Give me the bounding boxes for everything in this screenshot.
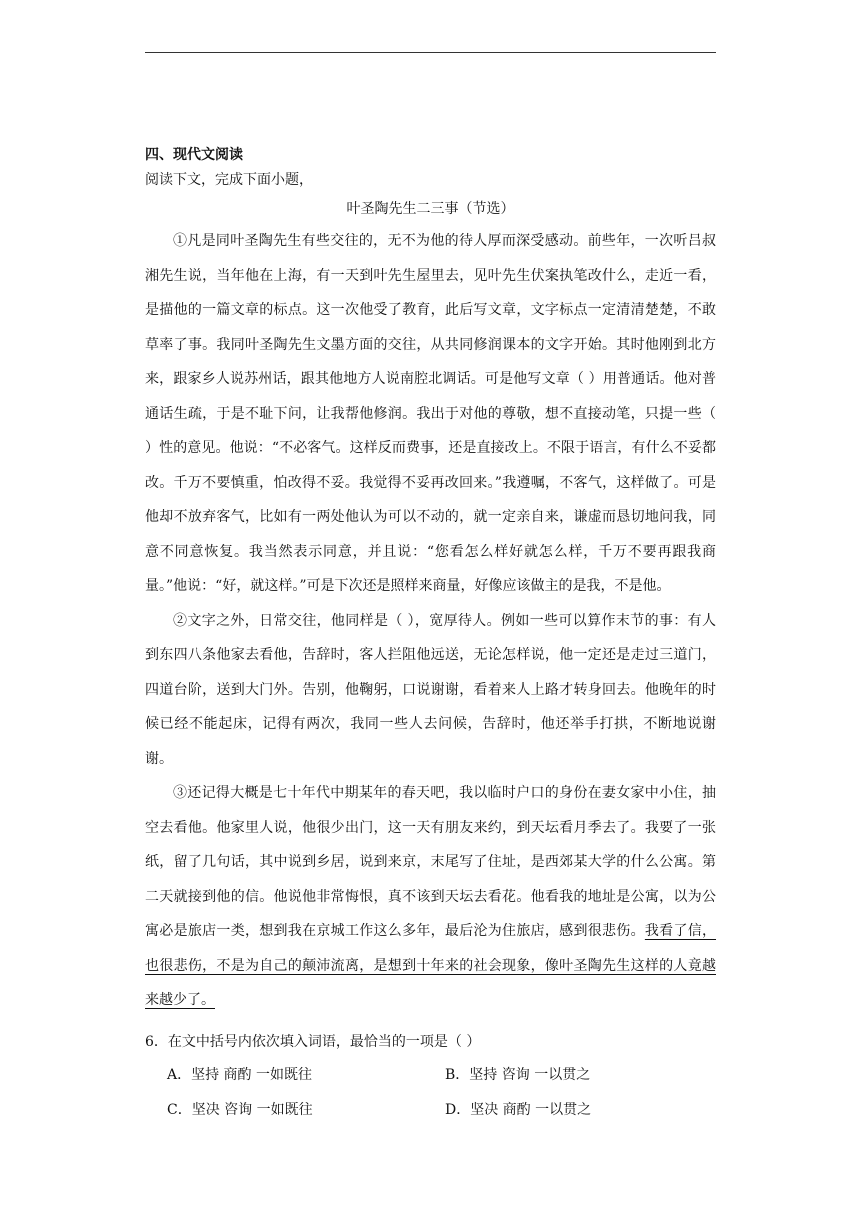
header-rule xyxy=(145,52,716,53)
answer-options xyxy=(145,1063,716,1123)
question-stem: 6．在文中括号内依次填入词语，最恰当的一项是（ ） xyxy=(145,1033,481,1050)
article-paragraph-2: ②文字之外，日常交往，他同样是（ ），宽厚待人。例如一些可以算作末节的事：有人到东四八条他家去看他，告辞时，客人拦阻他远送，无论怎样说，他一定还是走过三道门，四道台阶，送到大门外。告别，他鞠躬，口说谢谢，看着来人上路才转身回去。他晚年的时候已经不能起床，记得有两次，我同一些人去问候，告辞时，他还举手打拱，不断地说谢谢。 xyxy=(145,612,716,767)
article-paragraph-3 xyxy=(145,776,716,1018)
article-title: 叶圣陶先生二三事（节选） xyxy=(346,201,515,217)
paragraph-3-text: ③还记得大概是七十年代中期某年的春天吧，我以临时户口的身份在妻女家中小住，抽空去看他。他家里人说，他很少出门，这一天有朋友来约，到天坛看月季去了。我要了一张纸，留了几句话，其中说到乡居，说到来京，末尾写了住址，是西郊某大学的什么公寓。第二天就接到他的信。他说他非常悔恨，真不该到天坛去看花。他看我的地址是公寓，以为公寓必是旅店一类，想到我在京城工作这么多年，最后沦为住旅店，感到很悲伤。 xyxy=(145,785,716,939)
reading-instruction: 阅读下文，完成下面小题， xyxy=(145,172,313,188)
option-b[interactable]: B．坚持 咨询 一以贯之 xyxy=(445,1066,591,1083)
article-paragraph-1: ①凡是同叶圣陶先生有些交往的，无不为他的待人厚而深受感动。前些年，一次听吕叔湘先生说，当年他在上海，有一天到叶先生屋里去，见叶先生伏案执笔改什么，走近一看，是描他的一篇文章的标点。这一次他受了教育，此后写文章，文字标点一定清清楚楚，不敢草率了事。我同叶圣陶先生文墨方面的交往，从共同修润课本的文字开始。其时他刚到北方来，跟家乡人说苏州话，跟其他地方人说南腔北调话。可是他写文章（ ）用普通话。他对普通话生疏，于是不耻下问，让我帮他修润。我出于对他的尊敬，想不直接动笔，只提一些（ ）性的意见。他说：“不必客气。这样反而费事，还是直接改上。不限于语言，有什么不妥都改。千万不要慎重，怕改得不妥。我觉得不妥再改回来。”我遵嘱，不客气，这样做了。可是他却不放弃客气，比如有一两处他认为可以不动的，就一定亲自来，谦虚而恳切地问我，同意不同意恢复。我当然表示同意，并且说：“您看怎么样好就怎么样，千万不要再跟我商量。”他说：“好，就这样。”可是下次还是照样来商量，好像应该做主的是我，不是他。 xyxy=(145,233,716,594)
underlined-sentence: 我看了信，也很悲伤，不是为自己的颠沛流离，是想到十年来的社会现象，像叶圣陶先生这样的人竟越来越少了。 xyxy=(145,923,717,1008)
page-content xyxy=(145,143,716,1123)
section-title: 四、现代文阅读 xyxy=(145,147,243,163)
option-c[interactable]: C．坚决 咨询 一如既往 xyxy=(167,1101,313,1118)
option-a[interactable]: A．坚持 商酌 一如既往 xyxy=(167,1066,313,1083)
option-d[interactable]: D．坚决 商酌 一以贯之 xyxy=(445,1101,592,1118)
